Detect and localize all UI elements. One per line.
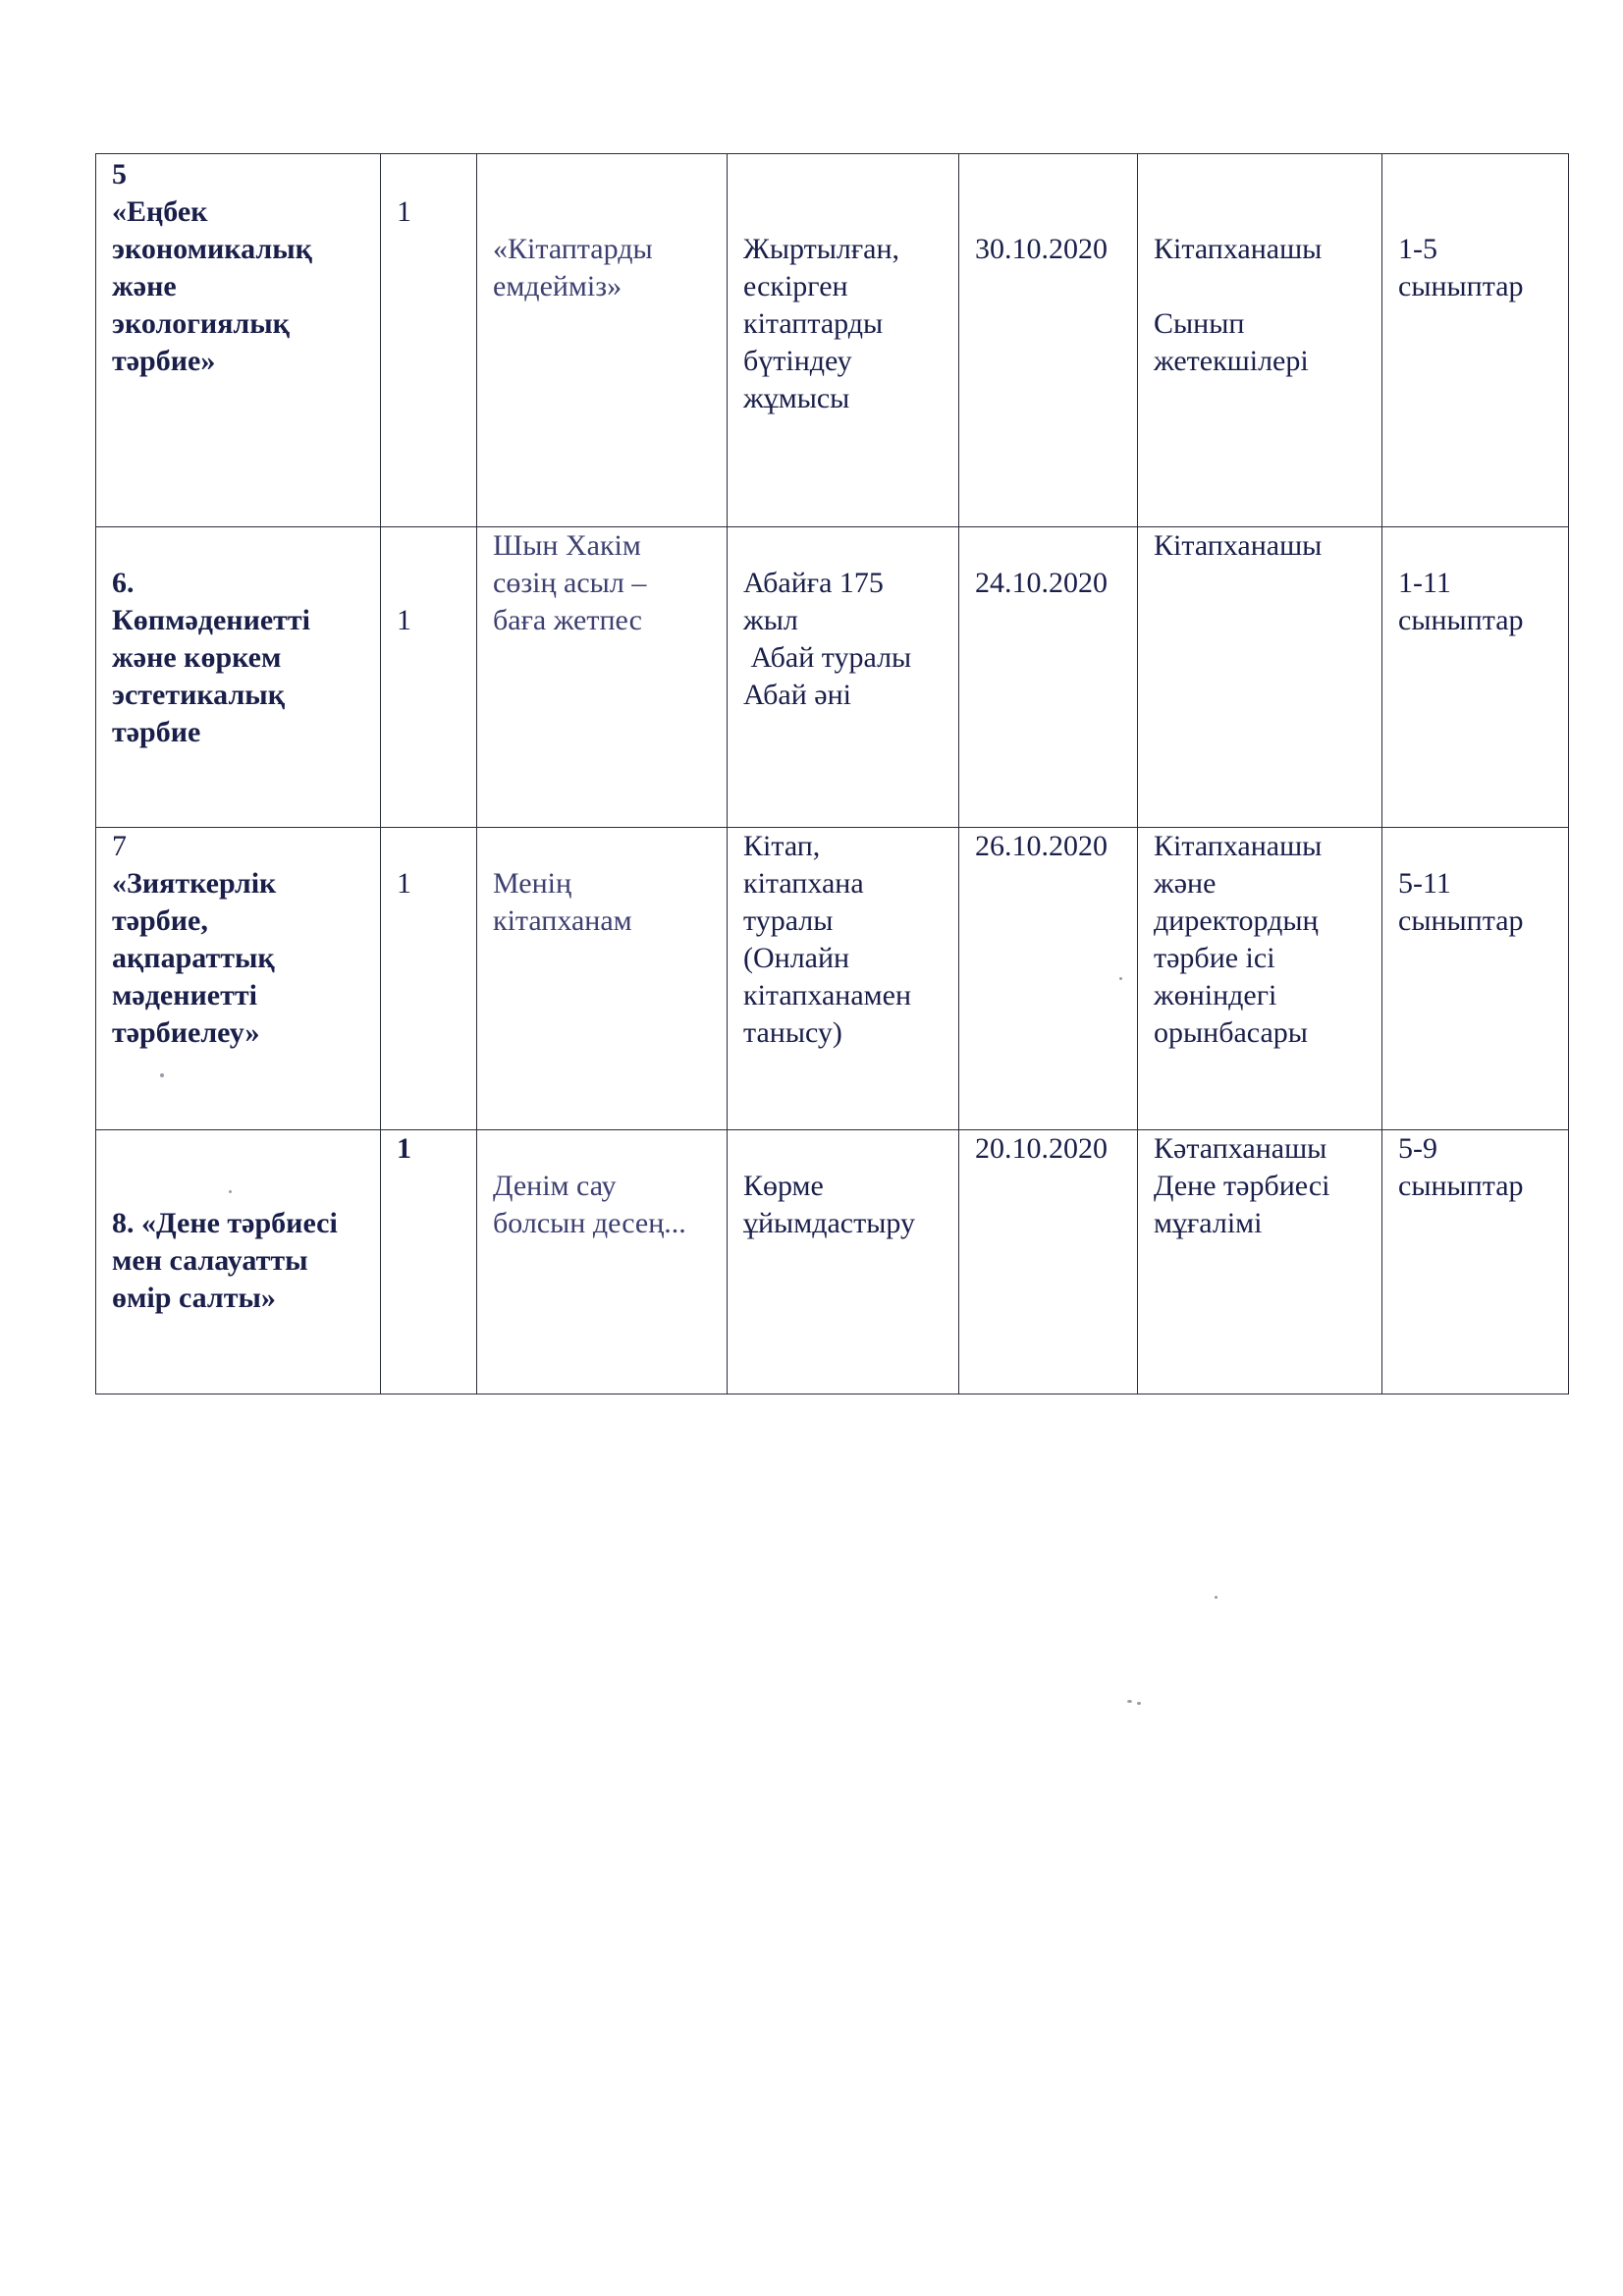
description-line: туралы — [743, 904, 834, 937]
description-line: жұмысы — [743, 382, 850, 414]
description-line: кітапханамен — [743, 979, 912, 1011]
section-number: 5 — [112, 158, 127, 191]
responsible-line: орынбасары — [1154, 1016, 1308, 1049]
description-line: ұйымдастыру — [743, 1207, 915, 1239]
event-line: «Кітаптарды — [493, 233, 653, 265]
blank-line — [1154, 268, 1376, 305]
event-line: Менің — [493, 867, 572, 900]
scan-speck — [1137, 1702, 1141, 1705]
description-line: Жыртылған, — [743, 233, 900, 265]
event-line: кітапханам — [493, 904, 632, 937]
responsible-line: Дене тәрбиесі — [1154, 1170, 1330, 1202]
audience-cell — [1382, 1130, 1569, 1394]
audience-line: сыныптар — [1398, 1170, 1524, 1202]
section-title-line: тәрбие» — [112, 345, 216, 377]
count-cell — [381, 154, 477, 527]
count-cell — [381, 1130, 477, 1394]
section-title-line: «Еңбек — [112, 195, 208, 228]
audience-line: сыныптар — [1398, 270, 1524, 302]
date-value: 30.10.2020 — [975, 233, 1108, 265]
date-cell — [959, 1130, 1138, 1394]
responsible-line: мұғалімі — [1154, 1207, 1263, 1239]
section-title-line: Көпмәдениетті — [112, 604, 310, 636]
count-value: 1 — [397, 1132, 411, 1165]
responsible-line: директордың — [1154, 904, 1319, 937]
date-value: 20.10.2020 — [975, 1132, 1108, 1165]
plan-table — [95, 153, 1569, 1394]
audience-line: 5-11 — [1398, 867, 1451, 900]
section-title-line: өмір салты» — [112, 1282, 276, 1314]
responsible-line: және — [1154, 867, 1217, 900]
count-value: 1 — [397, 195, 411, 228]
responsible-line: жетекшілері — [1154, 345, 1309, 377]
audience-line: сыныптар — [1398, 904, 1524, 937]
audience-line: 1-5 — [1398, 233, 1437, 265]
section-title-line: 8. «Дене тәрбиесі — [112, 1207, 338, 1239]
responsible-cell — [1138, 1130, 1382, 1394]
description-line: кітаптарды — [743, 307, 884, 340]
section-title-line: экономикалық — [112, 233, 312, 265]
description-cell — [728, 527, 959, 828]
section-title-line: «Зияткерлік — [112, 867, 277, 900]
audience-line: 1-11 — [1398, 567, 1451, 599]
responsible-line: Кітапханашы — [1154, 830, 1323, 862]
table-row — [96, 1130, 1569, 1394]
description-line: танысу) — [743, 1016, 842, 1049]
description-line: бүтіндеу — [743, 345, 852, 377]
date-cell — [959, 527, 1138, 828]
scan-speck — [1127, 1700, 1132, 1703]
scan-speck — [1119, 977, 1122, 980]
scan-speck — [1215, 1596, 1217, 1599]
responsible-line: Кітапханашы — [1154, 233, 1323, 265]
date-value: 26.10.2020 — [975, 830, 1108, 862]
description-line: жыл — [743, 604, 798, 636]
section-cell — [96, 527, 381, 828]
section-title-line: тәрбиелеу» — [112, 1016, 260, 1049]
audience-cell — [1382, 828, 1569, 1130]
count-value: 1 — [397, 867, 411, 900]
responsible-cell — [1138, 828, 1382, 1130]
description-line: Абай туралы — [743, 641, 912, 674]
section-cell — [96, 828, 381, 1130]
responsible-line: тәрбие ісі — [1154, 942, 1275, 974]
section-title-line: мәдениетті — [112, 979, 257, 1011]
event-cell — [477, 154, 728, 527]
table-row — [96, 154, 1569, 527]
responsible-cell — [1138, 527, 1382, 828]
date-cell — [959, 154, 1138, 527]
responsible-line: Кәтапханашы — [1154, 1132, 1327, 1165]
section-title-line: мен салауатты — [112, 1244, 308, 1277]
audience-line: сыныптар — [1398, 604, 1524, 636]
section-title-line: эстетикалық — [112, 679, 285, 711]
description-line: Көрме — [743, 1170, 824, 1202]
scan-speck — [229, 1190, 232, 1193]
description-line: Кітап, — [743, 830, 821, 862]
date-value: 24.10.2020 — [975, 567, 1108, 599]
date-cell — [959, 828, 1138, 1130]
section-title-line: тәрбие — [112, 716, 201, 748]
section-title-line: және — [112, 270, 177, 302]
audience-cell — [1382, 527, 1569, 828]
responsible-line: Кітапханашы — [1154, 529, 1323, 562]
section-cell — [96, 154, 381, 527]
responsible-line: Сынып — [1154, 307, 1245, 340]
description-line: (Онлайн — [743, 942, 850, 974]
section-title-line: тәрбие, — [112, 904, 208, 937]
description-cell — [728, 154, 959, 527]
description-line: ескірген — [743, 270, 848, 302]
count-cell — [381, 527, 477, 828]
description-line: Абайға 175 — [743, 567, 884, 599]
table-row — [96, 828, 1569, 1130]
description-cell — [728, 828, 959, 1130]
section-number: 7 — [112, 830, 127, 862]
section-number: 6. — [112, 567, 135, 599]
event-cell — [477, 1130, 728, 1394]
description-line: Абай әні — [743, 679, 851, 711]
event-line: сөзің асыл – — [493, 567, 647, 599]
scan-speck — [160, 1073, 164, 1077]
section-title-line: экологиялық — [112, 307, 290, 340]
event-cell — [477, 828, 728, 1130]
audience-line: 5-9 — [1398, 1132, 1437, 1165]
section-cell — [96, 1130, 381, 1394]
description-line: кітапхана — [743, 867, 864, 900]
section-title-line: және көркем — [112, 641, 282, 674]
event-line: Шын Хакім — [493, 529, 641, 562]
responsible-line: жөніндегі — [1154, 979, 1277, 1011]
event-line: емдейміз» — [493, 270, 622, 302]
section-title-line: ақпараттық — [112, 942, 275, 974]
count-value: 1 — [397, 604, 411, 636]
audience-cell — [1382, 154, 1569, 527]
event-cell — [477, 527, 728, 828]
description-cell — [728, 1130, 959, 1394]
responsible-cell — [1138, 154, 1382, 527]
event-line: баға жетпес — [493, 604, 642, 636]
table-row — [96, 527, 1569, 828]
event-line: Денім сау — [493, 1170, 617, 1202]
event-line: болсын десең... — [493, 1207, 686, 1239]
count-cell — [381, 828, 477, 1130]
